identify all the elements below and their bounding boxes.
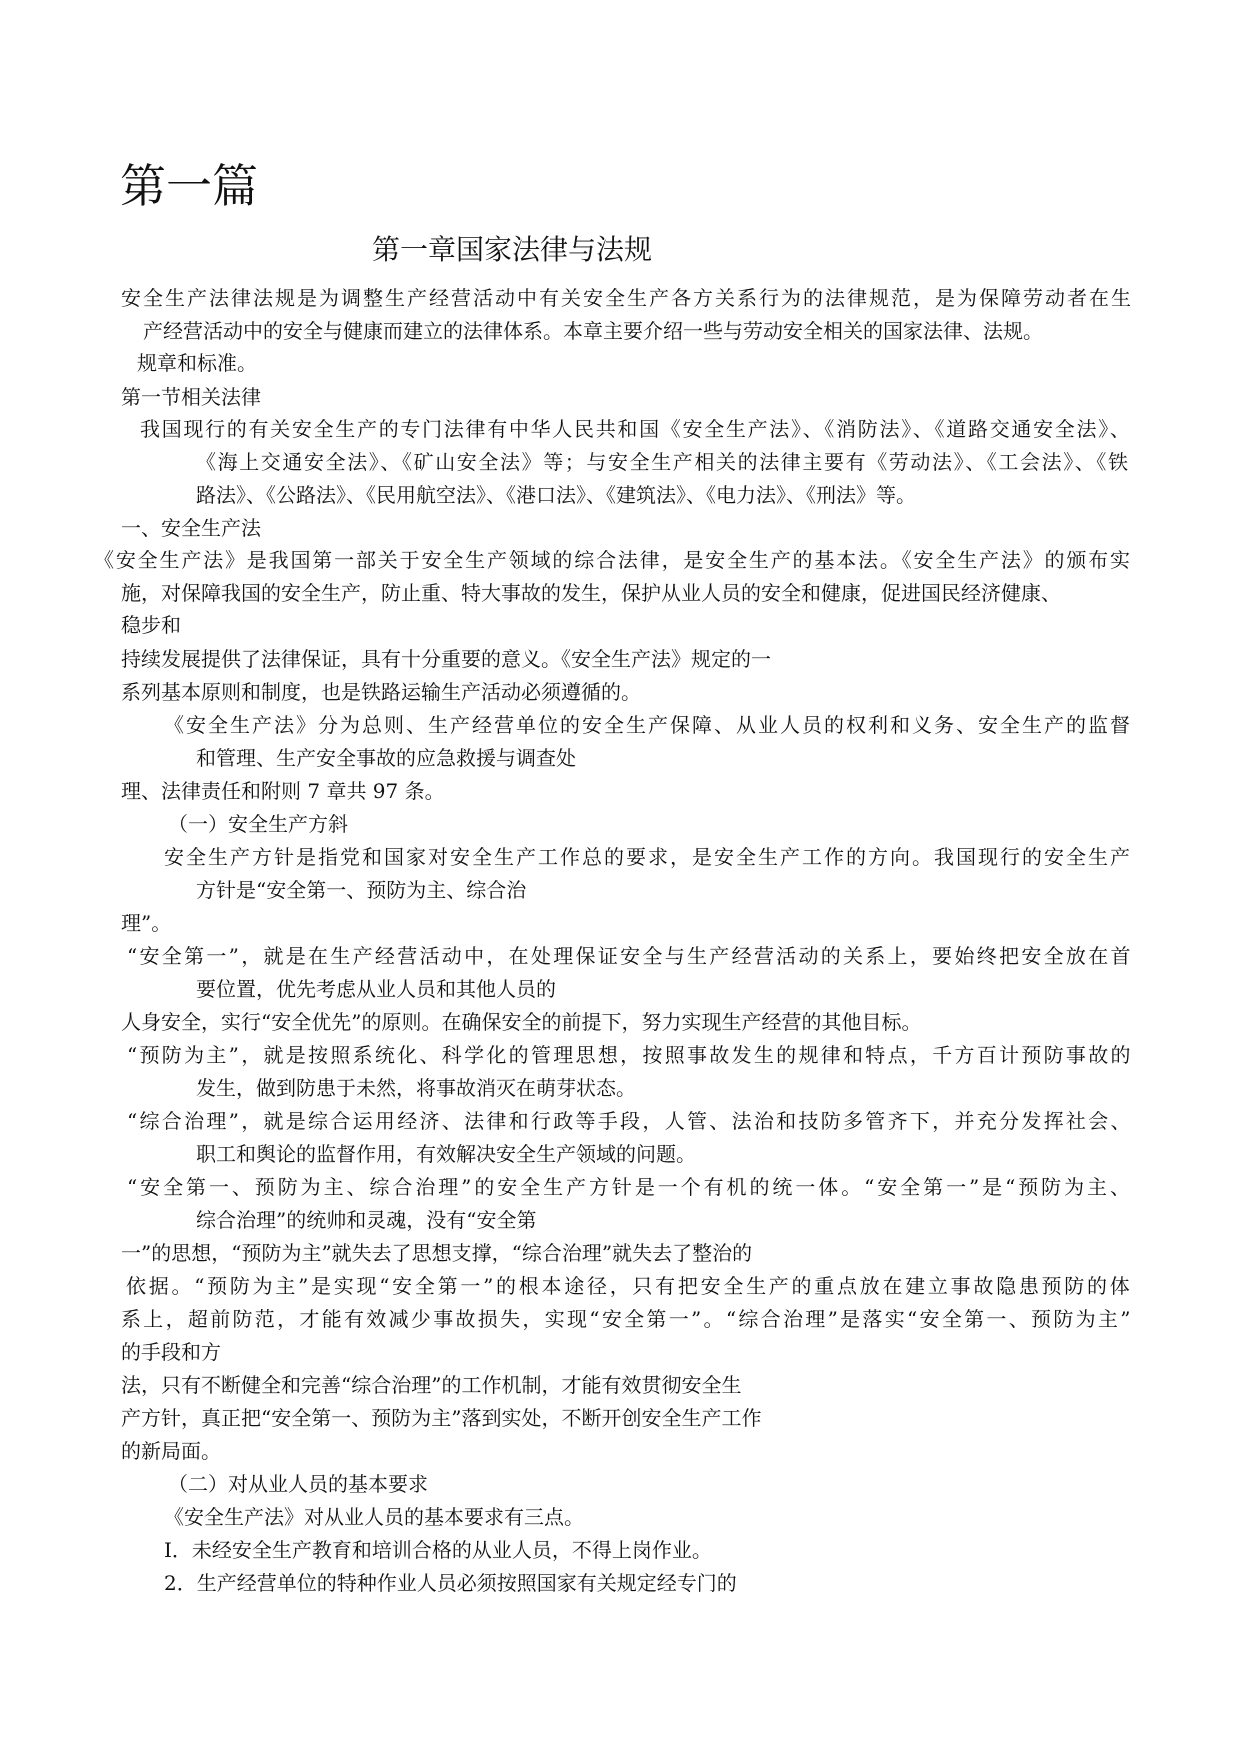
- body-line: 方针是“安全第一、预防为主、综合治: [196, 878, 527, 902]
- body-line: 稳步和: [121, 613, 181, 637]
- body-line: 产方针，真正把“安全第一、预防为主”落到实处，不断开创安全生产工作: [121, 1406, 762, 1430]
- body-line: 《安全生产法》分为总则、生产经营单位的安全生产保障、从业人员的权利和义务、安全生产的监督: [164, 713, 1132, 737]
- body-line: 一”的思想，“预防为主”就失去了思想支撑，“综合治理”就失去了整治的: [121, 1241, 753, 1265]
- body-line: 《安全生产法》对从业人员的基本要求有三点。: [164, 1505, 584, 1529]
- subsection-heading: （一）安全生产方斜: [168, 812, 348, 836]
- list-item: I．未经安全生产教育和培训合格的从业人员，不得上岗作业。: [164, 1538, 712, 1562]
- body-line: 的新局面。: [121, 1439, 221, 1463]
- body-line: 职工和舆论的监督作用，有效解决安全生产领域的问题。: [196, 1142, 696, 1166]
- body-line: 系列基本原则和制度，也是铁路运输生产活动必须遵循的。: [121, 680, 641, 704]
- body-line: 理”。: [121, 911, 172, 935]
- body-line: 系上，超前防范，才能有效减少事故损失，实现“安全第一”。“综合治理”是落实“安全第一、预防为主”: [121, 1307, 1133, 1331]
- body-line: 和管理、生产安全事故的应急救援与调查处: [196, 746, 576, 770]
- body-line: 持续发展提供了法律保证，具有十分重要的意义。《安全生产法》规定的一: [121, 647, 771, 671]
- part-title: 第一篇: [120, 159, 258, 213]
- body-line: 路法》、《公路法》、《民用航空法》、《港口法》、《建筑法》、《电力法》、《刑法》等。: [196, 483, 916, 507]
- body-line: 《安全生产法》是我国第一部关于安全生产领域的综合法律，是安全生产的基本法。《安全生产法》的颁布实: [94, 548, 1132, 572]
- list-item: 2．生产经营单位的特种作业人员必须按照国家有关规定经专门的: [164, 1571, 737, 1595]
- body-line: 综合治理”的统帅和灵魂，没有“安全第: [196, 1208, 537, 1232]
- subsection-heading: 一、安全生产法: [121, 516, 261, 540]
- body-line: 安全生产法律法规是为调整生产经营活动中有关安全生产各方关系行为的法律规范，是为保障劳动者在生: [121, 286, 1133, 310]
- chapter-title: 第一章国家法律与法规: [372, 233, 653, 266]
- body-line: 施，对保障我国的安全生产，防止重、特大事故的发生，保护从业人员的安全和健康，促进国民经济健康、: [121, 581, 1061, 605]
- body-line: 人身安全，实行“安全优先”的原则。在确保安全的前提下，努力实现生产经营的其他目标。: [121, 1010, 922, 1034]
- body-line: 依据。“预防为主”是实现“安全第一”的根本途径，只有把安全生产的重点放在建立事故隐患预防的体: [126, 1274, 1133, 1298]
- body-line: 要位置，优先考虑从业人员和其他人员的: [196, 977, 556, 1001]
- body-line: “综合治理”，就是综合运用经济、法律和行政等手段，人管、法治和技防多管齐下，并充分发挥社会、: [127, 1109, 1133, 1133]
- body-line: 法，只有不断健全和完善“综合治理”的工作机制，才能有效贯彻安全生: [121, 1373, 742, 1397]
- body-line: 我国现行的有关安全生产的专门法律有中华人民共和国《安全生产法》、《消防法》、《道路交通安全法》、: [140, 417, 1132, 441]
- body-line: 《海上交通安全法》、《矿山安全法》等；与安全生产相关的法律主要有《劳动法》、《工会法》、《铁: [196, 450, 1130, 474]
- body-line: 产经营活动中的安全与健康而建立的法律体系。本章主要介绍一些与劳动安全相关的国家法律、法规。: [143, 319, 1043, 343]
- body-line: 发生，做到防患于未然，将事故消灭在萌芽状态。: [196, 1076, 636, 1100]
- body-line: “安全第一、预防为主、综合治理”的安全生产方针是一个有机的统一体。“安全第一”是“预防为主、: [127, 1175, 1133, 1199]
- body-line: 的手段和方: [121, 1340, 221, 1364]
- body-line: 安全生产方针是指党和国家对安全生产工作总的要求，是安全生产工作的方向。我国现行的安全生产: [164, 845, 1132, 869]
- subsection-heading: （二）对从业人员的基本要求: [168, 1472, 428, 1496]
- section-heading: 第一节相关法律: [121, 385, 261, 409]
- body-line: 规章和标准。: [137, 351, 257, 375]
- body-line: “安全第一”，就是在生产经营活动中，在处理保证安全与生产经营活动的关系上，要始终把安全放在首: [127, 944, 1133, 968]
- body-line: 理、法律责任和附则 7 章共 97 条。: [121, 779, 445, 803]
- body-line: “预防为主”，就是按照系统化、科学化的管理思想，按照事故发生的规律和特点，千方百计预防事故的: [127, 1043, 1133, 1067]
